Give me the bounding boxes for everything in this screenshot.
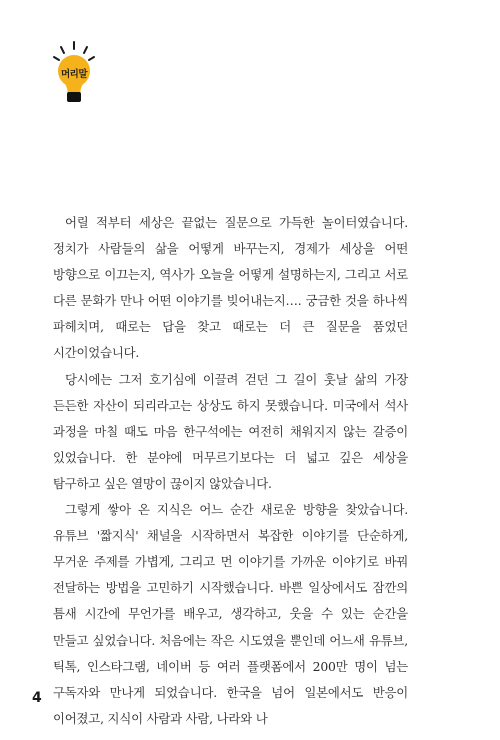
paragraph-3: 그렇게 쌓아 온 지식은 어느 순간 새로운 방향을 찾았습니다. 유튜브 '짧지식' 채널을 시작하면서 복잡한 이야기를 단순하게, 무거운 주제를 가볍게, 그리고 먼 이야기를 가까운 이야기로 바꿔 전달하는 방법을 고민하기 시작했습니다. 바쁜 일상에서도 잠깐의 틈새 시간에 무언가를 배우고, 생각하고, 웃을 수 있는 순간을 만들고 싶었습니다. 처음에는 작은 시도였을 뿐인데 어느새 유튜브, 틱톡, 인스타그램, 네이버 등 여러 플랫폼에서 200만 명이 넘는 구독자와 만나게 되었습니다. 한국을 넘어 일본에서도 반응이 이어졌고, 지식이 사람과 사람, 나라와 나 [53,502,408,726]
paragraph-1: 어릴 적부터 세상은 끝없는 질문으로 가득한 놀이터였습니다. 정치가 사람들의 삶을 어떻게 바꾸는지, 경제가 세상을 어떤 방향으로 이끄는지, 역사가 오늘을 어떻게 설명하는지, 그리고 서로 다른 문화가 만나 어떤 이야기를 빚어내는지…. 궁금한 것을 하나씩 파헤치며, 때로는 답을 찾고 때로는 더 큰 질문을 품었던 시간이었습니다. [53,215,408,361]
lightbulb-icon [52,40,96,102]
preface-label: 머리말 [60,69,88,80]
paragraph-2: 당시에는 그저 호기심에 이끌려 걷던 그 길이 훗날 삶의 가장 든든한 자산이 되리라고는 상상도 하지 못했습니다. 미국에서 석사 과정을 마칠 때도 마음 한구석에는 여전히 채워지지 않는 갈증이 있었습니다. 한 분야에 머무르기보다는 더 넓고 깊은 세상을 탐구하고 싶은 열망이 끊이지 않았습니다. [53,371,408,491]
page-number: 4 [32,690,42,706]
body-text [53,210,408,732]
